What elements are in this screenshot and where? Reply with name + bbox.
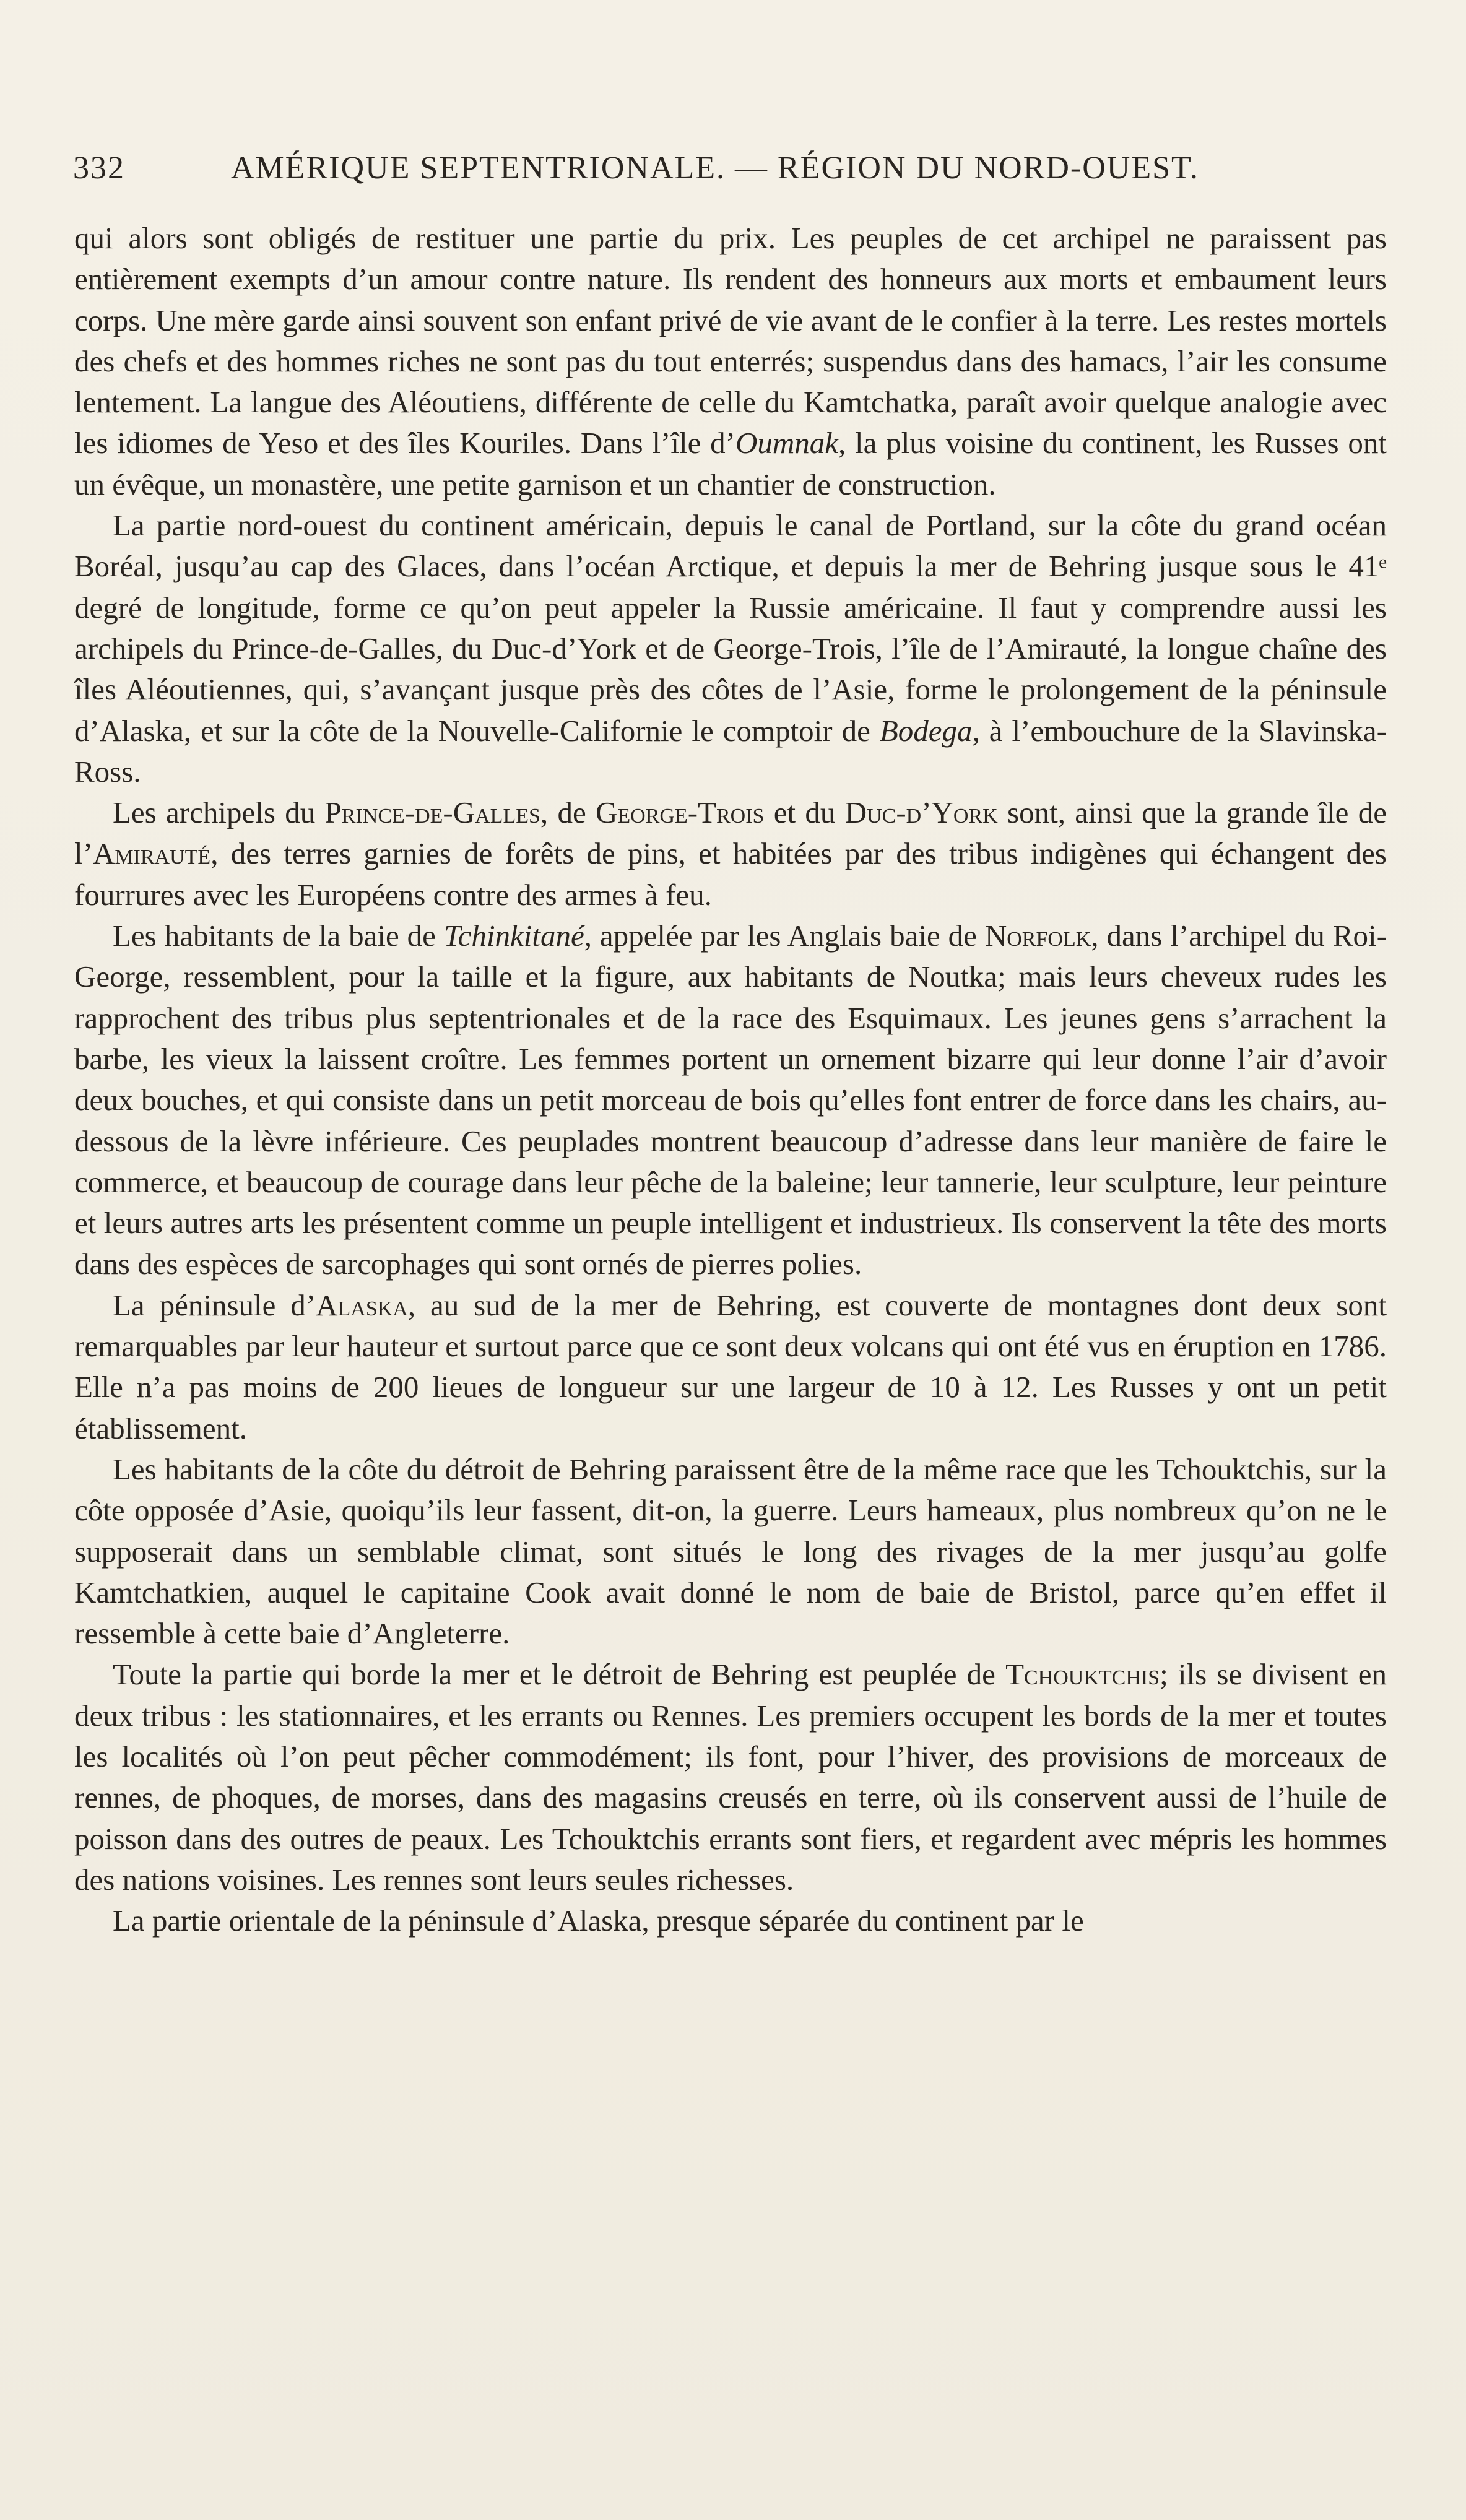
paragraph [74,218,1387,505]
small-caps-term: Tchouktchis [1005,1657,1160,1692]
small-caps-term: Prince-de-Galles [324,795,540,830]
italic-term: Oumnak [735,426,838,461]
text-run: ; ils se divisent en deux tribus : les stationnaires, et les errants ou Rennes. Les premiers occupent les bords de la mer et toutes les localités où l’on peut pêcher commodément; ils font, pour l’hiver, des provisions de morceaux de rennes, de phoques, de morses, dans des magasins creusés en terre, où ils conservent aussi de l’huile de poisson dans des outres de peaux. Les Tchouktchis errants sont fiers, et regardent avec mépris les hommes des nations voisines. Les rennes sont leurs seules richesses. [74,1657,1387,1897]
text-run: La partie nord-ouest du continent américain, depuis le canal de Portland, sur la côte du grand océan Boréal, jusqu’au cap des Glaces, dans l’océan Arctique, et depuis la mer de Behring jusque sous le 41ᵉ degré de longitude, forme ce qu’on peut appeler la Russie américaine. Il faut y comprendre aussi les archipels du Prince-de-Galles, du Duc-d’York et de George-Trois, l’île de l’Amirauté, la longue chaîne des îles Aléoutiennes, qui, s’avançant jusque près des côtes de l’Asie, forme le prolongement de la péninsule d’Alaska, et sur la côte de la Nouvelle-Californie le comptoir de [74,508,1387,748]
small-caps-term: Norfolk [984,919,1091,953]
text-run: sont, ainsi que la grande île de l’ [74,795,1387,871]
text-run: , de [540,795,596,830]
italic-term: Tchinkitané, [443,919,592,953]
text-run: Les habitants de la côte du détroit de Behring paraissent être de la même race que les Tchouktchis, sur la côte opposée d’Asie, quoiqu’ils leur fassent, dit-on, la guerre. Leurs hameaux, plus nombreux qu’on ne le supposerait dans un semblable climat, sont situés le long des rivages de la mer jusqu’au golfe Kamtchatkien, auquel le capitaine Cook avait donné le nom de baie de Bristol, parce qu’en effet il ressemble à cette baie d’Angleterre. [74,1452,1387,1651]
paragraph [74,1654,1387,1900]
page-number: 332 [73,150,125,186]
body-text [74,218,1387,1941]
text-run: Les habitants de la baie de [113,919,444,953]
text-run: , des terres garnies de forêts de pins, et habitées par des tribus indigènes qui échangent des fourrures avec les Européens contre des armes à feu. [74,836,1387,912]
paragraph [74,505,1387,792]
text-run: Les archipels du [113,795,325,830]
text-run: Toute la partie qui borde la mer et le détroit de Behring est peuplée de [113,1657,1006,1692]
text-run: La péninsule d’ [113,1288,316,1322]
text-run: qui alors sont obligés de restituer une partie du prix. Les peuples de cet archipel ne paraissent pas entièrement exempts d’un amour contre nature. Ils rendent des honneurs aux morts et embaument leurs corps. Une mère garde ainsi souvent son enfant privé de vie avant de le confier à la terre. Les restes mortels des chefs et des hommes riches ne sont pas du tout enterrés; suspendus dans des hamacs, l’air les consume lentement. La langue des Aléoutiens, différente de celle du Kamtchatka, paraît avoir quelque analogie avec les idiomes de Yeso et des îles Kouriles. Dans l’île d’ [74,221,1387,461]
small-caps-term: Alaska [316,1288,408,1322]
text-run: et du [764,795,845,830]
text-run: , dans l’archipel du Roi-George, ressemblent, pour la taille et la figure, aux habitants de Noutka; mais leurs cheveux rudes les rapprochent des tribus plus septentrionales et de la race des Esquimaux. Les jeunes gens s’arrachent la barbe, les vieux la laissent croître. Les femmes portent un ornement bizarre qui leur donne l’air d’avoir deux bouches, et qui consiste dans un petit morceau de bois qu’elles font entrer de force dans les chairs, au-dessous de la lèvre inférieure. Ces peuplades montrent beaucoup d’adresse dans leur manière de faire le commerce, et beaucoup de courage dans leur pêche de la baleine; leur tannerie, leur sculpture, leur peinture et leurs autres arts les présentent comme un peuple intelligent et industrieux. Ils conservent la tête des morts dans des espèces de sarcophages qui sont ornés de pierres polies. [74,919,1387,1281]
small-caps-term: George-Trois [596,795,765,830]
italic-term: Bodega, [879,713,980,748]
page-header [73,150,1410,193]
small-caps-term: Amirauté [92,836,211,871]
text-run: à l’embouchure de la Slavinska-Ross. [74,713,1387,789]
paragraph [74,792,1387,916]
paragraph [74,1900,1387,1941]
small-caps-term: Duc-d’York [844,795,998,830]
running-title: AMÉRIQUE SEPTENTRIONALE. — RÉGION DU NORD-OUEST. [231,150,1199,186]
paragraph [74,916,1387,1285]
text-run: , au sud de la mer de Behring, est couverte de montagnes dont deux sont remarquables par leur hauteur et surtout parce que ce sont deux volcans qui ont été vus en éruption en 1786. Elle n’a pas moins de 200 lieues de longueur sur une largeur de 10 à 12. Les Russes y ont un petit établissement. [74,1288,1387,1445]
paragraph [74,1449,1387,1654]
text-run: La partie orientale de la péninsule d’Alaska, presque séparée du continent par le [113,1903,1084,1938]
text-run: , la plus voisine du continent, les Russes ont un évêque, un monastère, une petite garnison et un chantier de construction. [74,426,1387,501]
text-run: appelée par les Anglais baie de [591,919,985,953]
paragraph [74,1285,1387,1449]
